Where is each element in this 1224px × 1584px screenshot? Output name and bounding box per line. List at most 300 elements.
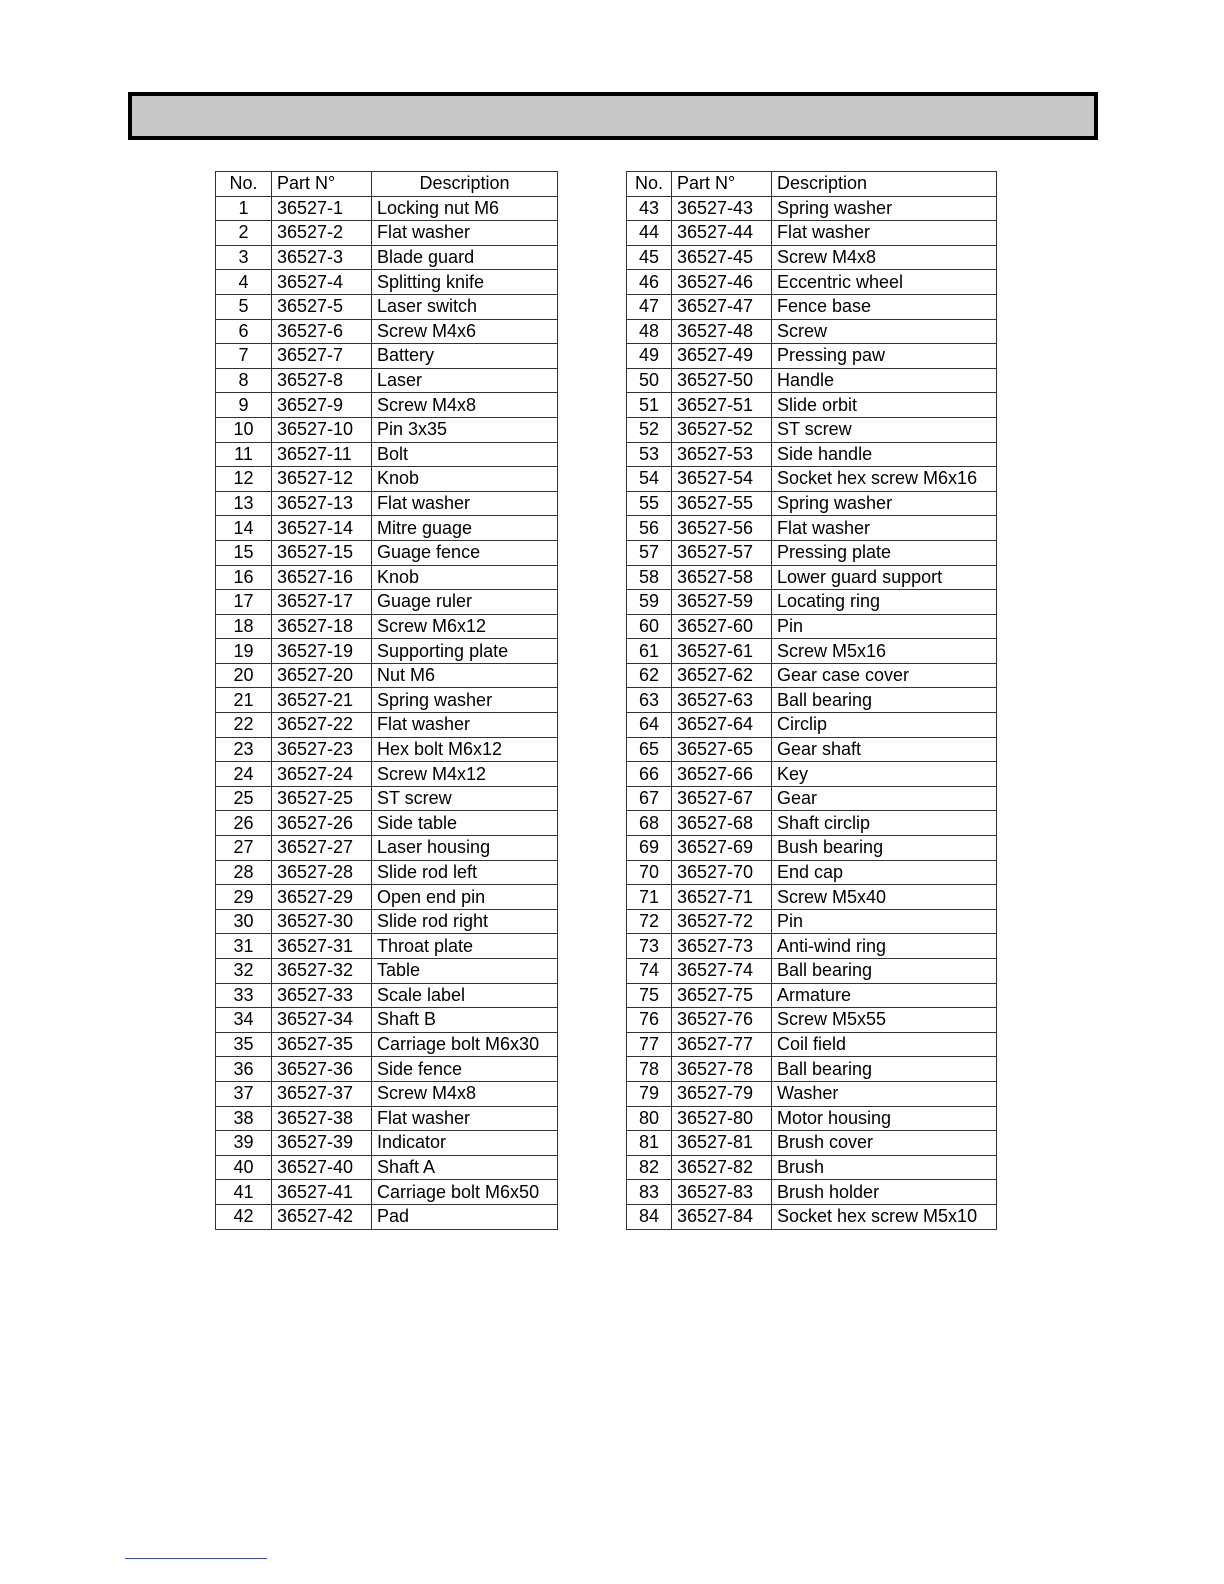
row-part: 36527-34 [272,1008,372,1033]
table-row [627,836,997,861]
row-part: 36527-75 [672,983,772,1008]
row-no: 21 [216,688,272,713]
table-row [216,959,558,984]
row-part: 36527-25 [272,786,372,811]
row-description: Bolt [372,442,558,467]
row-no: 52 [627,417,672,442]
table-row [216,1180,558,1205]
row-part: 36527-72 [672,909,772,934]
row-description: Shaft A [372,1155,558,1180]
row-description: Screw M5x40 [772,885,997,910]
row-no: 2 [216,221,272,246]
table-row [216,614,558,639]
table-row [627,1131,997,1156]
table-row [216,1008,558,1033]
row-description: Slide rod right [372,909,558,934]
row-description: Laser housing [372,836,558,861]
row-part: 36527-22 [272,713,372,738]
row-no: 7 [216,344,272,369]
row-description: Slide orbit [772,393,997,418]
row-no: 71 [627,885,672,910]
table-row [216,270,558,295]
row-no: 64 [627,713,672,738]
row-no: 76 [627,1008,672,1033]
row-description: Locating ring [772,590,997,615]
row-part: 36527-64 [672,713,772,738]
table-row [216,713,558,738]
row-part: 36527-70 [672,860,772,885]
row-no: 40 [216,1155,272,1180]
row-no: 31 [216,934,272,959]
table-row [627,614,997,639]
row-no: 17 [216,590,272,615]
row-description: Pin [772,909,997,934]
row-description: Spring washer [772,196,997,221]
row-part: 36527-83 [672,1180,772,1205]
row-no: 77 [627,1032,672,1057]
table-row [216,565,558,590]
row-description: Side fence [372,1057,558,1082]
row-description: Screw M6x12 [372,614,558,639]
row-part: 36527-4 [272,270,372,295]
row-no: 38 [216,1106,272,1131]
row-part: 36527-51 [672,393,772,418]
row-description: Gear shaft [772,737,997,762]
row-description: Laser [372,368,558,393]
row-description: Motor housing [772,1106,997,1131]
row-description: Guage fence [372,540,558,565]
row-no: 23 [216,737,272,762]
table-row [627,688,997,713]
row-description: ST screw [372,786,558,811]
row-part: 36527-54 [672,467,772,492]
row-part: 36527-61 [672,639,772,664]
table-row [627,885,997,910]
table-row [216,1057,558,1082]
row-part: 36527-37 [272,1081,372,1106]
row-part: 36527-14 [272,516,372,541]
table-row [627,1106,997,1131]
row-part: 36527-76 [672,1008,772,1033]
table-row [216,1204,558,1229]
row-no: 18 [216,614,272,639]
row-description: End cap [772,860,997,885]
row-part: 36527-30 [272,909,372,934]
row-part: 36527-49 [672,344,772,369]
header-part: Part N° [672,172,772,197]
row-description: Pressing paw [772,344,997,369]
row-part: 36527-17 [272,590,372,615]
row-part: 36527-77 [672,1032,772,1057]
row-part: 36527-55 [672,491,772,516]
row-part: 36527-6 [272,319,372,344]
row-part: 36527-3 [272,245,372,270]
table-row [627,245,997,270]
table-row [216,319,558,344]
row-no: 46 [627,270,672,295]
row-part: 36527-67 [672,786,772,811]
table-row [627,565,997,590]
table-row [627,1032,997,1057]
header-description: Description [372,172,558,197]
row-part: 36527-18 [272,614,372,639]
row-description: Handle [772,368,997,393]
row-part: 36527-52 [672,417,772,442]
row-part: 36527-59 [672,590,772,615]
table-row [216,1131,558,1156]
row-no: 59 [627,590,672,615]
row-no: 4 [216,270,272,295]
row-no: 82 [627,1155,672,1180]
row-description: Blade guard [372,245,558,270]
row-no: 43 [627,196,672,221]
row-description: Knob [372,565,558,590]
row-part: 36527-45 [672,245,772,270]
row-description: Ball bearing [772,1057,997,1082]
row-no: 36 [216,1057,272,1082]
row-part: 36527-74 [672,959,772,984]
row-description: Side table [372,811,558,836]
row-description: Lower guard support [772,565,997,590]
row-no: 61 [627,639,672,664]
row-no: 49 [627,344,672,369]
table-row [627,467,997,492]
row-description: Armature [772,983,997,1008]
row-description: Socket hex screw M6x16 [772,467,997,492]
row-part: 36527-29 [272,885,372,910]
header-no: No. [216,172,272,197]
row-description: Anti-wind ring [772,934,997,959]
row-description: Laser switch [372,294,558,319]
table-row [627,294,997,319]
row-part: 36527-11 [272,442,372,467]
table-row [627,1180,997,1205]
row-part: 36527-27 [272,836,372,861]
table-header-row [216,172,558,197]
row-description: Flat washer [372,221,558,246]
table-row [216,811,558,836]
row-no: 42 [216,1204,272,1229]
row-description: Screw M4x8 [372,1081,558,1106]
table-row [627,983,997,1008]
table-row [216,467,558,492]
row-no: 51 [627,393,672,418]
table-row [216,786,558,811]
row-part: 36527-39 [272,1131,372,1156]
row-part: 36527-62 [672,663,772,688]
row-no: 75 [627,983,672,1008]
row-no: 74 [627,959,672,984]
row-no: 45 [627,245,672,270]
row-part: 36527-21 [272,688,372,713]
row-no: 44 [627,221,672,246]
table-row [627,811,997,836]
row-part: 36527-80 [672,1106,772,1131]
row-part: 36527-78 [672,1057,772,1082]
row-description: Shaft B [372,1008,558,1033]
row-no: 11 [216,442,272,467]
row-description: ST screw [772,417,997,442]
row-description: Gear case cover [772,663,997,688]
row-description: Flat washer [772,221,997,246]
row-part: 36527-28 [272,860,372,885]
row-part: 36527-73 [672,934,772,959]
table-row [627,319,997,344]
row-part: 36527-50 [672,368,772,393]
table-row [627,417,997,442]
footer-line [125,1558,267,1559]
row-no: 20 [216,663,272,688]
row-description: Bush bearing [772,836,997,861]
row-description: Gear [772,786,997,811]
table-row [627,270,997,295]
row-description: Socket hex screw M5x10 [772,1204,997,1229]
row-no: 29 [216,885,272,910]
row-description: Key [772,762,997,787]
row-description: Indicator [372,1131,558,1156]
row-description: Battery [372,344,558,369]
row-no: 50 [627,368,672,393]
table-row [216,1032,558,1057]
row-no: 9 [216,393,272,418]
header-description: Description [772,172,997,197]
row-description: Flat washer [772,516,997,541]
table-row [216,590,558,615]
row-part: 36527-38 [272,1106,372,1131]
row-part: 36527-71 [672,885,772,910]
header-bar [128,92,1098,140]
row-no: 56 [627,516,672,541]
row-no: 15 [216,540,272,565]
row-part: 36527-56 [672,516,772,541]
row-description: Eccentric wheel [772,270,997,295]
table-row [216,516,558,541]
row-no: 48 [627,319,672,344]
table-row [216,1081,558,1106]
row-description: Flat washer [372,1106,558,1131]
table-row [627,491,997,516]
header-no: No. [627,172,672,197]
table-row [627,639,997,664]
table-row [627,909,997,934]
row-part: 36527-68 [672,811,772,836]
row-no: 41 [216,1180,272,1205]
row-description: Screw M4x6 [372,319,558,344]
row-part: 36527-66 [672,762,772,787]
row-no: 79 [627,1081,672,1106]
row-no: 6 [216,319,272,344]
table-row [216,540,558,565]
row-no: 72 [627,909,672,934]
table-row [627,934,997,959]
table-row [627,344,997,369]
row-description: Circlip [772,713,997,738]
row-part: 36527-32 [272,959,372,984]
row-description: Flat washer [372,491,558,516]
row-no: 84 [627,1204,672,1229]
row-no: 69 [627,836,672,861]
row-no: 14 [216,516,272,541]
row-description: Mitre guage [372,516,558,541]
table-row [216,442,558,467]
row-no: 58 [627,565,672,590]
table-row [216,885,558,910]
table-row [216,688,558,713]
row-description: Pad [372,1204,558,1229]
row-part: 36527-23 [272,737,372,762]
table-row [216,491,558,516]
row-description: Spring washer [772,491,997,516]
row-part: 36527-81 [672,1131,772,1156]
row-no: 47 [627,294,672,319]
row-part: 36527-63 [672,688,772,713]
table-row [627,196,997,221]
row-description: Washer [772,1081,997,1106]
row-no: 78 [627,1057,672,1082]
table-row [627,1204,997,1229]
row-description: Knob [372,467,558,492]
table-row [627,590,997,615]
row-description: Carriage bolt M6x50 [372,1180,558,1205]
row-no: 55 [627,491,672,516]
row-part: 36527-65 [672,737,772,762]
row-description: Open end pin [372,885,558,910]
table-row [216,663,558,688]
table-row [216,983,558,1008]
row-no: 34 [216,1008,272,1033]
row-description: Screw M5x16 [772,639,997,664]
table-row [627,1008,997,1033]
row-no: 8 [216,368,272,393]
row-description: Screw M5x55 [772,1008,997,1033]
row-no: 81 [627,1131,672,1156]
table-row [216,294,558,319]
table-row [627,1057,997,1082]
row-part: 36527-1 [272,196,372,221]
row-no: 30 [216,909,272,934]
row-no: 25 [216,786,272,811]
row-part: 36527-26 [272,811,372,836]
row-part: 36527-36 [272,1057,372,1082]
table-row [627,442,997,467]
row-part: 36527-15 [272,540,372,565]
table-row [627,663,997,688]
row-part: 36527-69 [672,836,772,861]
row-description: Hex bolt M6x12 [372,737,558,762]
row-no: 37 [216,1081,272,1106]
table-row [627,368,997,393]
table-row [216,737,558,762]
row-no: 67 [627,786,672,811]
row-description: Flat washer [372,713,558,738]
row-no: 26 [216,811,272,836]
row-part: 36527-33 [272,983,372,1008]
row-part: 36527-35 [272,1032,372,1057]
row-description: Table [372,959,558,984]
row-part: 36527-46 [672,270,772,295]
row-no: 35 [216,1032,272,1057]
row-no: 5 [216,294,272,319]
table-row [627,786,997,811]
row-no: 39 [216,1131,272,1156]
row-description: Pin [772,614,997,639]
row-description: Screw M4x8 [372,393,558,418]
row-no: 57 [627,540,672,565]
table-row [627,516,997,541]
row-description: Brush holder [772,1180,997,1205]
row-description: Scale label [372,983,558,1008]
table-row [216,909,558,934]
row-part: 36527-24 [272,762,372,787]
row-part: 36527-47 [672,294,772,319]
row-part: 36527-2 [272,221,372,246]
table-header-row [627,172,997,197]
row-part: 36527-60 [672,614,772,639]
row-no: 27 [216,836,272,861]
row-part: 36527-53 [672,442,772,467]
row-part: 36527-79 [672,1081,772,1106]
parts-table-right [626,171,997,1230]
row-description: Spring washer [372,688,558,713]
row-description: Side handle [772,442,997,467]
table-row [627,762,997,787]
row-no: 54 [627,467,672,492]
table-row [627,713,997,738]
row-description: Slide rod left [372,860,558,885]
table-row [216,762,558,787]
row-description: Supporting plate [372,639,558,664]
row-part: 36527-40 [272,1155,372,1180]
row-no: 33 [216,983,272,1008]
row-part: 36527-16 [272,565,372,590]
table-row [216,393,558,418]
row-no: 24 [216,762,272,787]
row-part: 36527-82 [672,1155,772,1180]
row-no: 60 [627,614,672,639]
row-part: 36527-84 [672,1204,772,1229]
table-row [216,344,558,369]
table-row [216,417,558,442]
row-description: Locking nut M6 [372,196,558,221]
table-row [216,221,558,246]
row-part: 36527-57 [672,540,772,565]
table-row [627,393,997,418]
table-row [216,368,558,393]
row-description: Screw [772,319,997,344]
table-row [627,221,997,246]
row-no: 65 [627,737,672,762]
row-description: Ball bearing [772,959,997,984]
row-part: 36527-9 [272,393,372,418]
table-row [216,196,558,221]
table-row [216,860,558,885]
row-no: 10 [216,417,272,442]
table-row [216,836,558,861]
row-description: Splitting knife [372,270,558,295]
table-row [627,860,997,885]
row-description: Ball bearing [772,688,997,713]
row-description: Pressing plate [772,540,997,565]
header-part: Part N° [272,172,372,197]
row-description: Screw M4x8 [772,245,997,270]
row-no: 3 [216,245,272,270]
row-part: 36527-44 [672,221,772,246]
row-no: 13 [216,491,272,516]
row-part: 36527-13 [272,491,372,516]
row-no: 68 [627,811,672,836]
row-no: 19 [216,639,272,664]
row-part: 36527-20 [272,663,372,688]
